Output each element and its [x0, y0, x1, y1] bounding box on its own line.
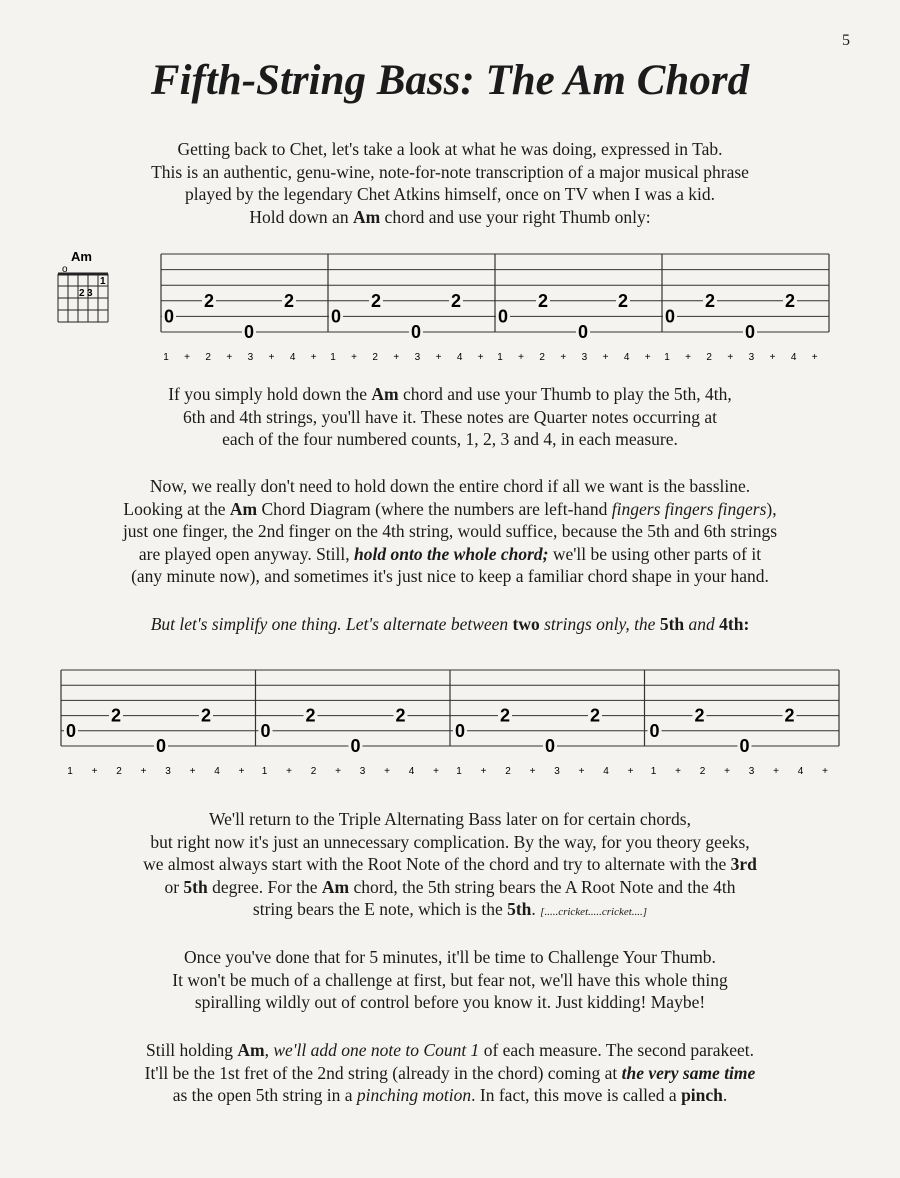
count-marker: +: [727, 352, 734, 363]
text-segment: 6th and 4th strings, you'll have it. These notes are Quarter notes occurring at: [182, 406, 717, 427]
text-line: [40, 853, 860, 876]
text-segment: chord, the 5th string bears the A Root Note and the 4th: [349, 876, 736, 897]
tab-note: 2: [589, 705, 601, 726]
text-segment: spiralling wildly out of control before you know it. Just kidding! Maybe!: [194, 992, 706, 1013]
finger-number: 1: [100, 276, 106, 287]
text-line: [40, 1039, 860, 1062]
count-marker: 4: [797, 766, 804, 777]
count-marker: +: [351, 352, 358, 363]
tab-note: 0: [410, 322, 422, 342]
text-segment: (any minute now), and sometimes it's just nice to keep a familiar chord shape in your hand.: [131, 566, 769, 587]
text-line: [40, 876, 860, 899]
tab-note: 0: [163, 306, 175, 327]
text-line: [40, 475, 860, 498]
text-segment: Am: [237, 1040, 265, 1060]
tab-note: 2: [537, 290, 549, 311]
tab-note: 0: [544, 736, 556, 756]
count-marker: +: [91, 766, 98, 777]
text-line: [40, 183, 860, 206]
count-marker: +: [226, 352, 233, 363]
count-marker: +: [477, 352, 484, 363]
text-segment: Still holding: [145, 1040, 238, 1060]
tab-note: 2: [704, 290, 716, 311]
count-marker: 2: [116, 766, 122, 777]
count-marker: 2: [505, 766, 511, 777]
tab-note: 2: [110, 705, 122, 726]
count-marker: 4: [456, 352, 463, 363]
count-marker: +: [184, 352, 191, 363]
text-segment: just one finger, the 2nd finger on the 4th string, would suffice, because the 5th and 6th strings: [122, 521, 778, 542]
tab-note: 0: [739, 736, 750, 756]
count-marker: 4: [214, 766, 220, 777]
text-line: [40, 206, 860, 229]
text-segment: Am: [229, 498, 258, 519]
paragraph-quarter-notes: [40, 383, 860, 451]
count-marker: +: [724, 766, 730, 777]
count-marker: +: [310, 352, 317, 363]
count-marker: 3: [414, 352, 421, 363]
text-line: [40, 520, 860, 543]
count-marker: 1: [67, 766, 73, 777]
text-segment: each of the four numbered counts, 1, 2, 3 and 4, in each measure.: [222, 429, 678, 450]
tab-note: 2: [784, 705, 795, 726]
tab-staff-2: [60, 668, 850, 783]
page-title: Fifth-String Bass: The Am Chord: [150, 57, 750, 104]
text-segment: .: [531, 899, 541, 920]
text-segment: string bears the E note, which is the: [252, 899, 508, 920]
text-line: [40, 428, 860, 451]
count-marker: +: [335, 766, 341, 777]
paragraph-theory: [40, 808, 860, 924]
text-segment: Hold down an: [249, 206, 353, 227]
paragraph-bassline: [40, 475, 860, 588]
tab-note: 2: [283, 290, 295, 311]
text-segment: Am: [352, 206, 381, 227]
count-marker: +: [435, 352, 442, 363]
text-segment: the very same time: [621, 1062, 756, 1083]
count-marker: 1: [650, 766, 657, 777]
text-segment: as the open 5th string in a: [172, 1085, 357, 1106]
count-marker: 4: [289, 352, 296, 363]
text-line: [40, 991, 860, 1014]
text-segment: It'll be the 1st fret of the 2nd string (already in the chord) coming at: [144, 1062, 622, 1083]
text-segment: ,: [264, 1040, 274, 1060]
count-marker: +: [393, 352, 400, 363]
tab-note: 0: [330, 306, 342, 327]
count-marker: +: [189, 766, 196, 777]
count-marker: 1: [664, 352, 670, 363]
text-line: [40, 1084, 860, 1107]
count-marker: 3: [554, 766, 560, 777]
tab-note: 0: [243, 322, 255, 342]
text-segment: pinching motion: [356, 1085, 472, 1106]
count-marker: +: [518, 352, 525, 363]
intro-paragraph: [40, 138, 860, 228]
text-segment: If you simply hold down the: [168, 384, 372, 404]
text-segment: of each measure. The second parakeet.: [479, 1040, 754, 1060]
count-marker: 3: [748, 766, 755, 777]
text-segment: or: [164, 876, 184, 897]
tab-note: 0: [744, 322, 756, 342]
count-marker: +: [238, 766, 245, 777]
text-segment: Getting back to Chet, let's take a look at what he was doing, expressed in Tab.: [177, 139, 723, 159]
text-segment: two: [512, 614, 540, 634]
tab-note: 2: [617, 290, 629, 311]
page-number: 5: [842, 32, 850, 49]
count-marker: +: [602, 352, 609, 363]
text-line: [40, 613, 860, 636]
count-marker: +: [773, 766, 779, 777]
tab-note: 0: [664, 306, 676, 327]
count-marker: +: [384, 766, 390, 777]
text-segment: Am: [321, 876, 350, 897]
count-marker: 2: [310, 766, 317, 777]
text-segment: Chord Diagram (where the numbers are left-hand: [257, 498, 612, 519]
count-marker: +: [627, 766, 634, 777]
text-segment: 5th: [183, 876, 208, 897]
text-segment: We'll return to the Triple Alternating Bass later on for certain chords,: [209, 809, 691, 829]
count-marker: 2: [539, 352, 545, 363]
text-line: [40, 498, 860, 521]
text-line: [40, 138, 860, 161]
text-segment: 5th: [659, 614, 685, 634]
text-segment: Looking at the: [123, 498, 230, 519]
count-marker: 1: [456, 766, 462, 777]
tab-note: 2: [395, 705, 406, 726]
text-segment: This is an authentic, genu-wine, note-for-note transcription of a major musical phrase: [151, 161, 749, 182]
am-chord-diagram: [52, 248, 116, 336]
text-segment: [.....cricket.....cricket....]: [540, 906, 648, 919]
text-segment: strings only, the: [539, 614, 660, 634]
text-segment: but right now it's just an unnecessary complication. By the way, for you theory geeks,: [150, 831, 750, 852]
count-marker: 2: [706, 352, 712, 363]
count-marker: 4: [408, 766, 415, 777]
count-marker: +: [644, 352, 651, 363]
count-marker: 3: [359, 766, 366, 777]
paragraph-pinch: [40, 1039, 860, 1107]
tab-note: 2: [203, 290, 215, 311]
text-line: [40, 1062, 860, 1085]
text-segment: hold onto the whole chord;: [354, 543, 549, 564]
tab-note: 2: [450, 290, 462, 311]
count-marker: +: [433, 766, 439, 777]
text-segment: .: [722, 1085, 728, 1106]
text-segment: But let's simplify one thing. Let's alternate between: [150, 614, 513, 634]
text-line: [40, 898, 860, 924]
tab-note: 0: [260, 720, 271, 741]
text-line: [40, 565, 860, 588]
open-string-marker: o: [62, 264, 68, 275]
text-segment: Now, we really don't need to hold down the entire chord if all we want is the bassline.: [149, 476, 751, 496]
text-segment: 4th:: [719, 614, 750, 634]
tab-note: 0: [350, 736, 361, 756]
tab-note: 2: [784, 290, 796, 311]
tab-note: 2: [499, 705, 511, 726]
count-marker: 4: [790, 352, 797, 363]
text-segment: are played open anyway. Still,: [138, 543, 354, 564]
count-marker: +: [140, 766, 147, 777]
text-segment: degree. For the: [207, 876, 322, 897]
count-marker: 3: [247, 352, 254, 363]
count-marker: 1: [163, 352, 169, 363]
text-line: [40, 383, 860, 406]
text-line: [40, 808, 860, 831]
tab-note: 0: [649, 720, 660, 741]
text-segment: and: [684, 614, 720, 634]
count-marker: +: [286, 766, 292, 777]
count-marker: 4: [623, 352, 630, 363]
count-marker: 1: [330, 352, 336, 363]
count-marker: 2: [699, 766, 706, 777]
text-segment: It won't be much of a challenge at first, but fear not, we'll have this whole thing: [172, 969, 728, 990]
count-marker: +: [811, 352, 818, 363]
text-segment: 5th: [507, 899, 532, 920]
text-segment: ),: [766, 498, 777, 519]
count-marker: +: [268, 352, 275, 363]
tab-staff-1: [160, 252, 835, 364]
text-line: [40, 946, 860, 969]
count-marker: 1: [497, 352, 503, 363]
count-marker: 4: [603, 766, 609, 777]
text-line: [40, 406, 860, 429]
text-segment: chord and use your Thumb to play the 5th, 4th,: [398, 384, 732, 404]
text-segment: . In fact, this move is called a: [471, 1085, 682, 1106]
count-marker: +: [675, 766, 681, 777]
count-marker: 3: [748, 352, 755, 363]
tab-note: 0: [497, 306, 509, 327]
text-segment: 3rd: [730, 854, 757, 875]
tab-note: 2: [200, 705, 212, 726]
tab-note: 0: [65, 720, 77, 741]
text-segment: Am: [371, 384, 399, 404]
count-marker: +: [560, 352, 567, 363]
count-marker: +: [685, 352, 692, 363]
count-marker: 2: [372, 352, 378, 363]
text-segment: chord and use your right Thumb only:: [380, 206, 651, 227]
tab-note: 0: [577, 322, 589, 342]
tab-note: 2: [305, 705, 316, 726]
text-line: [40, 161, 860, 184]
paragraph-simplify: [40, 613, 860, 636]
count-marker: 3: [165, 766, 171, 777]
text-line: [40, 831, 860, 854]
tab-note: 0: [454, 720, 466, 741]
count-marker: 3: [581, 352, 588, 363]
count-marker: +: [529, 766, 536, 777]
text-segment: played by the legendary Chet Atkins himself, once on TV when I was a kid.: [184, 184, 716, 205]
text-segment: we'll be using other parts of it: [548, 543, 762, 564]
text-line: [40, 969, 860, 992]
tab-note: 2: [694, 705, 705, 726]
text-segment: fingers fingers fingers: [611, 498, 767, 519]
text-segment: we almost always start with the Root Note of the chord and try to alternate with the: [143, 854, 731, 875]
paragraph-challenge: [40, 946, 860, 1014]
count-marker: 2: [205, 352, 211, 363]
text-segment: Once you've done that for 5 minutes, it'll be time to Challenge Your Thumb.: [184, 947, 716, 967]
count-marker: +: [480, 766, 487, 777]
tab-note: 2: [370, 290, 382, 311]
text-line: [40, 543, 860, 566]
text-segment: we'll add one note to Count 1: [273, 1040, 480, 1060]
tab-note: 0: [155, 736, 167, 756]
text-segment: pinch: [681, 1085, 723, 1106]
finger-number: 2: [79, 288, 85, 299]
count-marker: +: [822, 766, 828, 777]
count-marker: +: [578, 766, 585, 777]
chord-name: Am: [71, 249, 92, 264]
count-marker: +: [769, 352, 776, 363]
finger-number: 3: [87, 288, 93, 299]
count-marker: 1: [261, 766, 268, 777]
